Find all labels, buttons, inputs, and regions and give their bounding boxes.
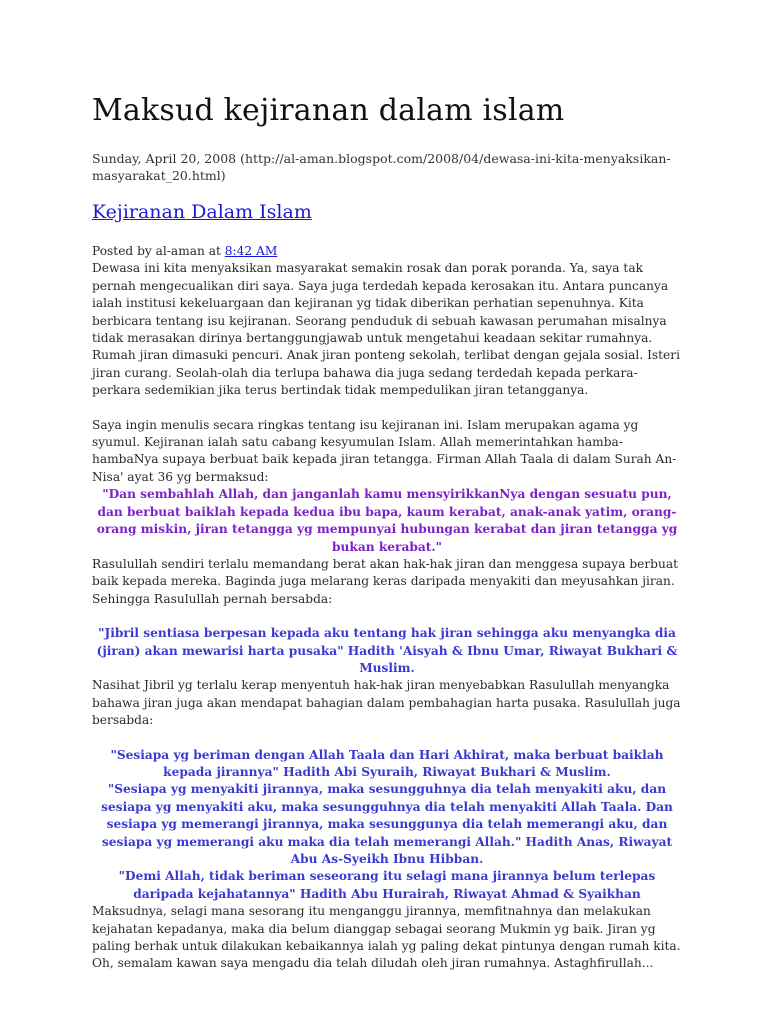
paragraph-1: Dewasa ini kita menyaksikan masyarakat semakin rosak dan porak poranda. Ya, saya tak pernah mengecualikan diri saya. Saya juga terdedah kepada kerosakan itu. Antara puncanya ialah institusi kekeluargaan dan kejiranan yg tidak diberikan perhatian sepenuhnya. Kita berbicara tentang isu kejiranan. Seorang penduduk di sebuah kawasan perumahan misalnya tidak merasakan dirinya bertanggungjawab untuk mengetahui keadaan sekitar rumahnya. Rumah jiran dimasuki pencuri. Anak jiran ponteng sekolah, terlibat dengan gejala sosial. Isteri jiran curang. Seolah-olah dia terlupa bahawa dia juga sedang terdedah kepada perkara-perkara sedemikian jika terus bertindak tidak mempedulikan jiran tetangganya.: [92, 261, 680, 398]
post-title-link[interactable]: Kejiranan Dalam Islam: [92, 201, 312, 223]
page-title: Maksud kejiranan dalam islam: [92, 93, 565, 128]
byline: [92, 243, 682, 260]
hadith-quote-3: "Sesiapa yg menyakiti jirannya, maka sesungguhnya dia telah menyakiti aku, dan sesiapa yg menyakiti aku, maka sesungguhnya dia telah menyakiti Allah Taala. Dan sesiapa yg memerangi jirannya, maka sesunggunya dia telah memerangi aku, dan sesiapa yg memerangi aku maka dia telah memerangi Allah." Hadith Anas, Riwayat Abu As-Syeikh Ibnu Hibban.: [101, 782, 673, 866]
post-time-link[interactable]: 8:42 AM: [224, 244, 278, 258]
byline-prefix: Posted by al-aman at: [92, 244, 225, 258]
paragraph-4: Nasihat Jibril yg terlalu kerap menyentuh hak-hak jiran menyebabkan Rasulullah menyangka bahawa jiran juga akan mendapat bahagian dalam pembahagian harta pusaka. Rasulullah juga bersabda:: [92, 678, 681, 728]
post-body: [92, 243, 682, 973]
post-date-source: Sunday, April 20, 2008 (http://al-aman.blogspot.com/2008/04/dewasa-ini-kita-menyaksikan-masyarakat_20.html): [92, 151, 671, 183]
paragraph-3: Rasulullah sendiri terlalu memandang berat akan hak-hak jiran dan menggesa supaya berbuat baik kepada mereka. Baginda juga melarang keras daripada menyakiti dan meyusahkan jiran. Sehingga Rasulullah pernah bersabda:: [92, 556, 678, 606]
hadith-quote-1: "Jibril sentiasa berpesan kepada aku tentang hak jiran sehingga aku menyangka dia (jiran) akan mewarisi harta pusaka" Hadith 'Aisyah & Ibnu Umar, Riwayat Bukhari & Muslim.: [96, 626, 678, 675]
hadith-quote-2: "Sesiapa yg beriman dengan Allah Taala dan Hari Akhirat, maka berbuat baiklah kepada jirannya" Hadith Abi Syuraih, Riwayat Bukhari & Muslim.: [110, 747, 664, 779]
quran-quote: "Dan sembahlah Allah, dan janganlah kamu mensyirikkanNya dengan sesuatu pun, dan berbuat baiklah kepada kedua ibu bapa, kaum kerabat, anak-anak yatim, orang-orang miskin, jiran tetangga yg mempunyai hubungan kerabat dan jiran tetangga yg bukan kerabat.": [96, 487, 678, 554]
hadith-quote-4: "Demi Allah, tidak beriman seseorang itu selagi mana jirannya belum terlepas daripada kejahatannya" Hadith Abu Hurairah, Riwayat Ahmad & Syaikhan: [118, 869, 656, 901]
paragraph-2: Saya ingin menulis secara ringkas tentang isu kejiranan ini. Islam merupakan agama yg syumul. Kejiranan ialah satu cabang kesyumulan Islam. Allah memerintahkan hamba-hambaNya supaya berbuat baik kepada jiran tetangga. Firman Allah Taala di dalam Surah An-Nisa' ayat 36 yg bermaksud:: [92, 417, 677, 484]
paragraph-5: Maksudnya, selagi mana sesorang itu menganggu jirannya, memfitnahnya dan melakukan kejahatan kepadanya, maka dia belum dianggap sebagai seorang Mukmin yg baik. Jiran yg paling berhak untuk dilakukan kebaikannya ialah yg paling dekat pintunya dengan rumah kita. Oh, semalam kawan saya mengadu dia telah diludah oleh jiran rumahnya. Astaghfirullah...: [92, 904, 681, 971]
post-title: [92, 201, 312, 223]
